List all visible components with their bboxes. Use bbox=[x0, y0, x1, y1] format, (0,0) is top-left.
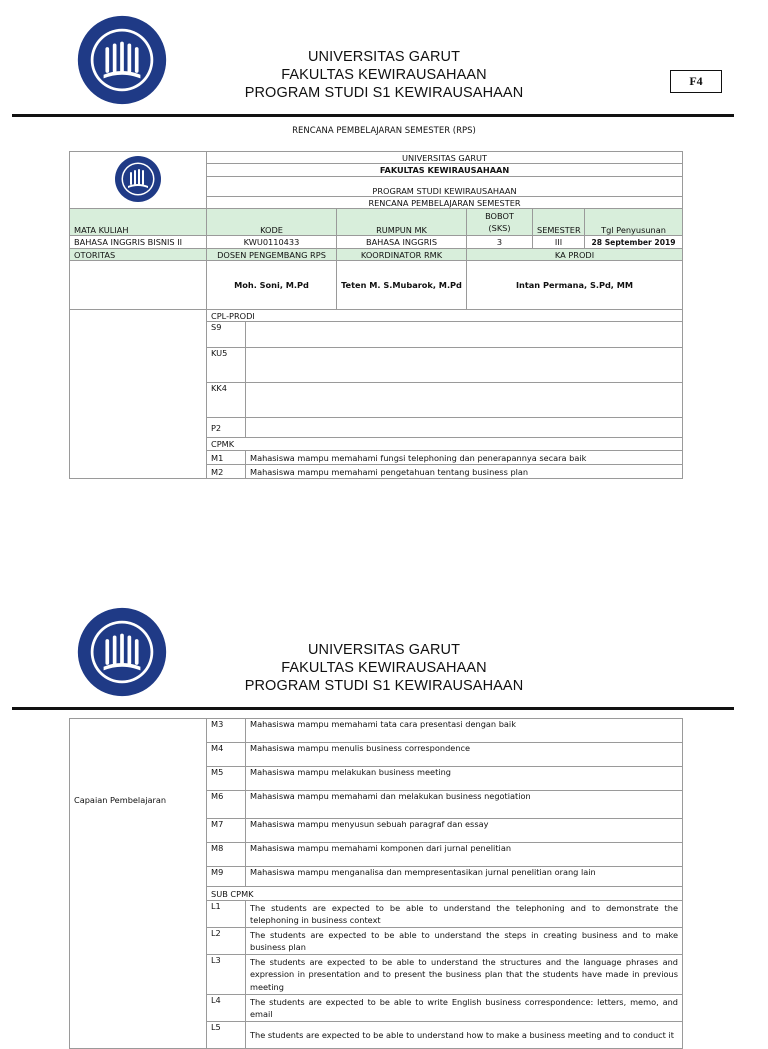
rps-faculty: FAKULTAS KEWIRAUSAHAAN bbox=[207, 164, 683, 177]
rps-title: RENCANA PEMBELAJARAN SEMESTER bbox=[207, 197, 683, 209]
cpmk-text: Mahasiswa mampu menganalisa dan mempresentasikan jurnal penelitian orang lain bbox=[246, 867, 683, 887]
university-seal-icon bbox=[76, 14, 168, 106]
cpmk-text: Mahasiswa mampu menyusun sebuah paragraf dan essay bbox=[246, 819, 683, 843]
cpl-code: KK4 bbox=[207, 383, 246, 418]
university-logo bbox=[76, 14, 168, 111]
cpl-text bbox=[246, 383, 683, 418]
header-divider bbox=[12, 707, 734, 710]
col-sks-label: (SKS) bbox=[488, 223, 511, 233]
cpmk-code: M1 bbox=[207, 451, 246, 465]
col-tgl: Tgl Penyusunan bbox=[585, 209, 683, 236]
sub-cpmk-code: L4 bbox=[207, 995, 246, 1022]
sub-cpmk-code: L1 bbox=[207, 901, 246, 928]
header-program: PROGRAM STUDI S1 KEWIRAUSAHAAN bbox=[244, 85, 524, 101]
cpmk-code: M2 bbox=[207, 465, 246, 479]
value-rumpun: BAHASA INGGRIS bbox=[337, 236, 467, 249]
label-dosen: DOSEN PENGEMBANG RPS bbox=[207, 249, 337, 261]
value-bobot: 3 bbox=[467, 236, 533, 249]
value-kode: KWU0110433 bbox=[207, 236, 337, 249]
cpmk-code: M4 bbox=[207, 743, 246, 767]
header-program: PROGRAM STUDI S1 KEWIRAUSAHAAN bbox=[244, 678, 524, 694]
capaian-label: Capaian Pembelajaran bbox=[70, 719, 207, 1049]
form-code-box: F4 bbox=[670, 70, 722, 93]
cpmk-text: Mahasiswa mampu memahami tata cara presentasi dengan baik bbox=[246, 719, 683, 743]
university-logo bbox=[76, 606, 168, 703]
header-divider bbox=[12, 114, 734, 117]
cpl-prodi-label: CPL-PRODI bbox=[207, 310, 683, 322]
rps-logo-cell bbox=[70, 152, 207, 209]
cpl-text bbox=[246, 322, 683, 348]
value-semester: III bbox=[533, 236, 585, 249]
sub-cpmk-code: L5 bbox=[207, 1022, 246, 1049]
university-seal-icon bbox=[76, 606, 168, 698]
cpmk-text: Mahasiswa mampu memahami komponen dari jurnal penelitian bbox=[246, 843, 683, 867]
cpmk-code: M6 bbox=[207, 791, 246, 819]
sub-cpmk-code: L3 bbox=[207, 955, 246, 995]
cpmk-code: M8 bbox=[207, 843, 246, 867]
university-seal-icon bbox=[109, 154, 167, 204]
sub-cpmk-text: The students are expected to be able to write English business correspondence: letters, memo, and email bbox=[246, 995, 683, 1022]
cpl-text bbox=[246, 418, 683, 438]
header-faculty: FAKULTAS KEWIRAUSAHAAN bbox=[281, 67, 487, 83]
cp-left-cell bbox=[70, 310, 207, 479]
capaian-table bbox=[69, 718, 683, 1049]
cpmk-code: M3 bbox=[207, 719, 246, 743]
col-bobot-label: BOBOT bbox=[485, 211, 514, 221]
label-otoritas: OTORITAS bbox=[70, 249, 207, 261]
cpmk-code: M5 bbox=[207, 767, 246, 791]
col-semester: SEMESTER bbox=[533, 209, 585, 236]
header-university: UNIVERSITAS GARUT bbox=[307, 49, 461, 65]
cpl-code: S9 bbox=[207, 322, 246, 348]
sub-cpmk-text: The students are expected to be able to understand the structures and the language phrases and expression in presentation and to present the business plan that the students have made in previous meeting bbox=[246, 955, 683, 995]
rps-prodi: PROGRAM STUDI KEWIRAUSAHAAN bbox=[207, 177, 683, 197]
sub-cpmk-text: The students are expected to be able to understand the steps in creating business and to make business plan bbox=[246, 928, 683, 955]
name-kaprodi: Intan Permana, S.Pd, MM bbox=[467, 261, 683, 310]
cpmk-text: Mahasiswa mampu menulis business correspondence bbox=[246, 743, 683, 767]
cpl-code: P2 bbox=[207, 418, 246, 438]
header-faculty: FAKULTAS KEWIRAUSAHAAN bbox=[281, 660, 487, 676]
sub-cpmk-text: The students are expected to be able to understand how to make a business meeting and to conduct it bbox=[246, 1022, 683, 1049]
col-mata-kuliah: MATA KULIAH bbox=[70, 209, 207, 236]
cpl-code: KU5 bbox=[207, 348, 246, 383]
otoritas-empty bbox=[70, 261, 207, 310]
cpmk-text: Mahasiswa mampu memahami fungsi telephoning dan penerapannya secara baik bbox=[246, 451, 683, 465]
col-rumpun: RUMPUN MK bbox=[337, 209, 467, 236]
cpmk-label: CPMK bbox=[207, 438, 683, 451]
col-bobot bbox=[467, 209, 533, 236]
rps-univ: UNIVERSITAS GARUT bbox=[207, 152, 683, 164]
cpmk-text: Mahasiswa mampu melakukan business meeting bbox=[246, 767, 683, 791]
cpl-text bbox=[246, 348, 683, 383]
col-kode: KODE bbox=[207, 209, 337, 236]
cpmk-code: M9 bbox=[207, 867, 246, 887]
value-tgl: 28 September 2019 bbox=[585, 236, 683, 249]
label-koordinator: KOORDINATOR RMK bbox=[337, 249, 467, 261]
name-koordinator: Teten M. S.Mubarok, M.Pd bbox=[337, 261, 467, 310]
value-mata-kuliah: BAHASA INGGRIS BISNIS II bbox=[70, 236, 207, 249]
name-dosen: Moh. Soni, M.Pd bbox=[207, 261, 337, 310]
document-title: RENCANA PEMBELAJARAN SEMESTER (RPS) bbox=[292, 126, 476, 136]
cpmk-text: Mahasiswa mampu memahami pengetahuan tentang business plan bbox=[246, 465, 683, 479]
cpmk-code: M7 bbox=[207, 819, 246, 843]
sub-cpmk-code: L2 bbox=[207, 928, 246, 955]
sub-cpmk-label: SUB CPMK bbox=[207, 887, 683, 901]
rps-table bbox=[69, 151, 683, 479]
cpmk-text: Mahasiswa mampu memahami dan melakukan business negotiation bbox=[246, 791, 683, 819]
label-kaprodi: KA PRODI bbox=[467, 249, 683, 261]
header-university: UNIVERSITAS GARUT bbox=[307, 642, 461, 658]
sub-cpmk-text: The students are expected to be able to understand the telephoning and to demonstrate the telephoning in business context bbox=[246, 901, 683, 928]
